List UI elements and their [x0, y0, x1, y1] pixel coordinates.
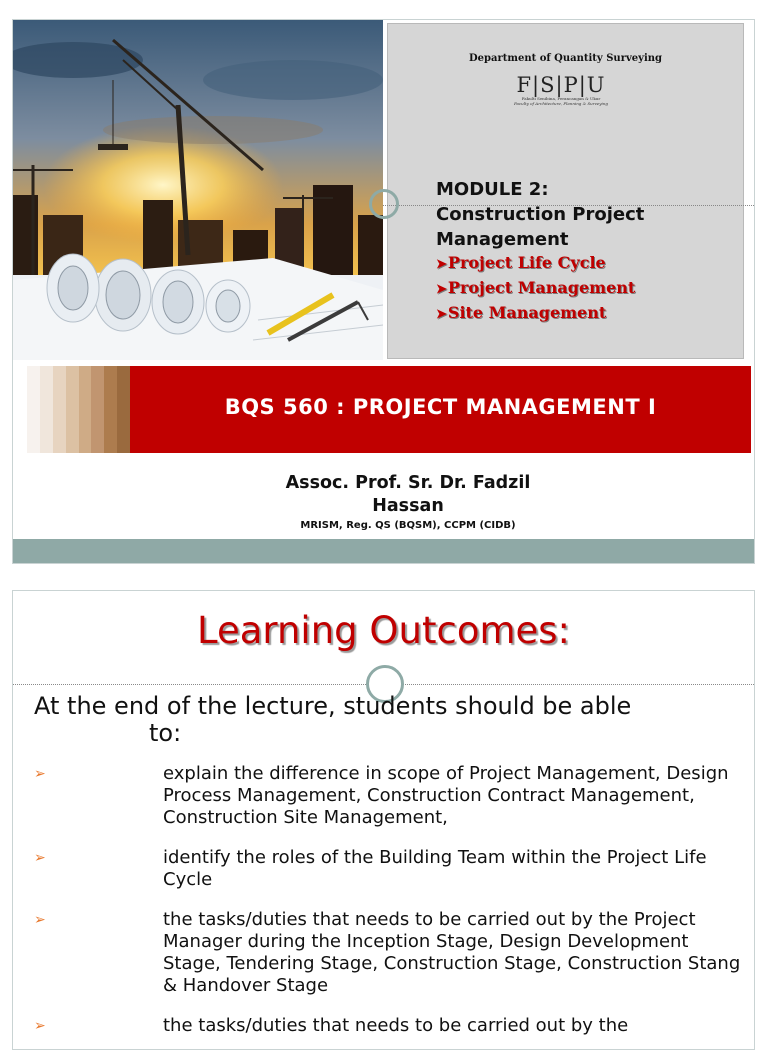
arrow-bullet-icon: ➢: [34, 912, 46, 928]
course-title-bar: [130, 366, 751, 453]
logo-main-text: F|S|P|U: [516, 73, 606, 97]
construction-site-image: [13, 20, 383, 360]
construction-site-photo: [13, 20, 383, 360]
stripe: [91, 366, 104, 453]
stripe: [66, 366, 79, 453]
stripe: [53, 366, 66, 453]
outcomes-list: [34, 763, 744, 1050]
course-title: BQS 560 : PROJECT MANAGEMENT I: [224, 395, 657, 419]
stripe: [104, 366, 117, 453]
list-item: [34, 909, 744, 997]
list-item-text: explain the difference in scope of Project Management, Design Process Management, Construction Contract Management, Construction Site Management,: [163, 763, 729, 828]
list-item: [34, 763, 744, 829]
module-heading-line3: Management: [436, 229, 569, 250]
slide-title: Learning Outcomes:: [197, 609, 570, 652]
arrow-bullet-icon: ➢: [34, 1018, 46, 1034]
fspu-logo: [506, 74, 616, 106]
topic-label: Project Life Cycle: [447, 253, 606, 272]
intro-line2: to:: [149, 719, 182, 747]
logo-subtitle-english: Faculty of Architecture, Planning & Surveying: [514, 101, 608, 106]
module-panel: [387, 23, 744, 359]
author-name-line1: Assoc. Prof. Sr. Dr. Fadzil: [285, 473, 531, 493]
topic-label: Site Management: [447, 303, 607, 322]
topic-item: [436, 276, 635, 301]
arrow-bullet-icon: ➤: [436, 282, 447, 297]
module-heading-line1: MODULE 2:: [436, 179, 549, 200]
intro-line1: At the end of the lecture, students should be able: [34, 692, 632, 720]
topic-label: Project Management: [447, 278, 636, 297]
module-heading: [436, 177, 644, 252]
stripe: [27, 366, 40, 453]
stripe: [79, 366, 92, 453]
list-item: [34, 847, 744, 891]
divider-ring-icon: [369, 189, 399, 219]
divider-dotted-line: [383, 205, 755, 206]
author-name: [213, 472, 603, 518]
stripe: [40, 366, 53, 453]
author-credentials: MRISM, Reg. QS (BQSM), CCPM (CIDB): [300, 520, 516, 531]
intro-text: [34, 693, 631, 747]
module-heading-line2: Construction Project: [436, 204, 645, 225]
learning-outcomes-slide: [12, 590, 755, 1050]
list-item-text: the tasks/duties that needs to be carried out by the: [163, 1015, 629, 1036]
module-topics: [436, 251, 635, 326]
arrow-bullet-icon: ➤: [436, 257, 447, 272]
footer-bar: [13, 539, 755, 564]
list-item: [34, 1015, 744, 1037]
stripe: [117, 366, 130, 453]
list-item-text: identify the roles of the Building Team within the Project Life Cycle: [163, 847, 707, 890]
title-slide: [12, 19, 755, 564]
logo-subtitle-malay: Fakulti Senibina, Perancangan & Ukur: [521, 96, 601, 101]
arrow-bullet-icon: ➢: [34, 766, 46, 782]
list-item-text: the tasks/duties that needs to be carried out by the Project Manager during the Inception Stage, Design Development Stage, Tendering Stage, Construction Stage, Construction Stang & Handover Stage: [163, 909, 741, 996]
arrow-bullet-icon: ➢: [34, 850, 46, 866]
arrow-bullet-icon: ➤: [436, 307, 447, 322]
color-stripes: [27, 366, 130, 453]
author-name-line2: Hassan: [372, 496, 444, 516]
topic-item: [436, 251, 635, 276]
department-name: Department of Quantity Surveying: [468, 53, 663, 64]
topic-item: [436, 301, 635, 326]
